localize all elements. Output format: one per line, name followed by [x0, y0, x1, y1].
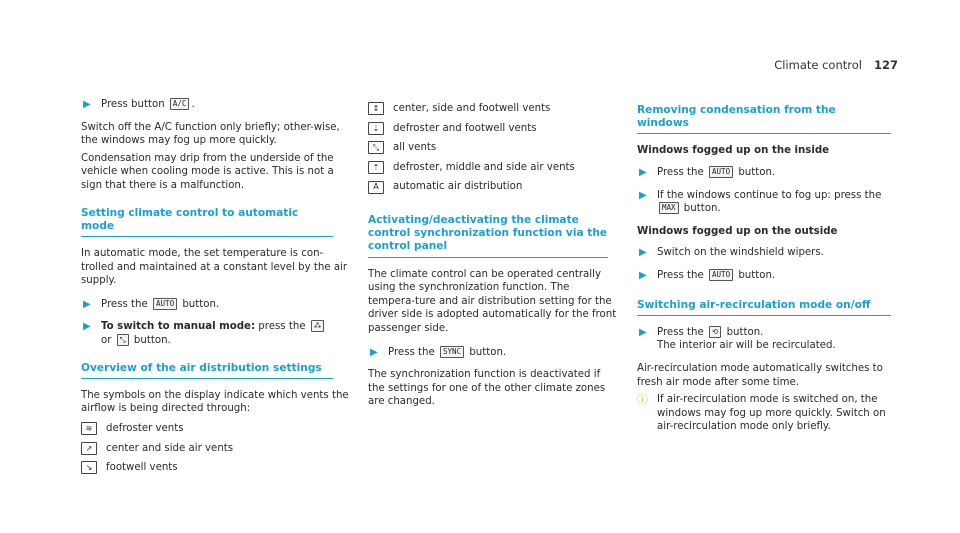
step-auto: ▶ Press the AUTO button.: [83, 298, 220, 310]
vent-footwell: ↘ footwell vents: [81, 461, 351, 475]
arrow-icon: ▶: [370, 346, 378, 358]
info-icon: ⓘ: [637, 393, 648, 407]
heading-fogged-inside: Windows fogged up on the inside: [637, 145, 830, 157]
footwell-icon: ↘: [81, 461, 97, 474]
heading-remove-condensation: Removing condensation from the windows: [637, 104, 891, 134]
recirculation-button-icon: ⟲: [709, 326, 721, 338]
heading-synchronization: Activating/deactivating the climate control synchronization function via the control panel: [368, 214, 608, 258]
center-vent-icon: ↗: [81, 442, 97, 455]
sync-button-icon: SYNC: [440, 346, 464, 358]
sync-description: The climate control can be operated centrally using the synchronization function. The tempera-ture and air distribution setting for the driver side is adopted automatically for the front passenger side.: [368, 268, 617, 334]
step-inside-auto: ▶ Press the AUTO button.: [639, 167, 776, 178]
arrow-icon: ▶: [639, 247, 647, 259]
step-ac: ▶ Press button A/C .: [83, 99, 195, 110]
auto-button-icon: AUTO: [709, 269, 733, 281]
heading-automatic-mode: Setting climate control to automatic mode: [81, 207, 333, 237]
arrow-icon: ▶: [83, 321, 91, 333]
arrow-icon: ▶: [639, 167, 647, 178]
vent-defroster-middle: ⇡ defroster, middle and side air vents: [368, 161, 618, 175]
max-defrost-button-icon: MAX: [659, 202, 679, 214]
vent-center: ↗ center and side air vents: [81, 442, 351, 456]
column-middle: [368, 102, 618, 413]
vent-center-footwell: ↕ center, side and footwell vents: [368, 102, 618, 116]
step-recirculation: ▶ Press the ⟲ button. The interior air will be recirculated.: [639, 326, 836, 352]
step-outside-wipers: ▶ Switch on the windshield wipers.: [639, 247, 824, 259]
heading-fogged-outside: Windows fogged up on the outside: [637, 225, 838, 237]
ac-button-icon: A/C: [170, 98, 190, 110]
heading-air-distribution: Overview of the air distribution settings: [81, 362, 333, 379]
arrow-icon: ▶: [83, 99, 91, 110]
auto-distribution-icon: A: [368, 181, 384, 194]
defroster-footwell-icon: ⇣: [368, 122, 384, 135]
center-footwell-icon: ↕: [368, 102, 384, 115]
recirculation-note: Air-recirculation mode automatically switches to fresh air mode after some time.: [637, 362, 883, 388]
info-note: ⓘ If air-recirculation mode is switched on, the windows may fog up more quickly. Switch on air-recirculation mode only briefly.: [637, 393, 886, 433]
page-number: 127: [873, 58, 898, 72]
step-sync: ▶ Press the SYNC button.: [370, 346, 507, 358]
vent-auto: A automatic air distribution: [368, 180, 618, 194]
sync-deactivation-note: The synchronization function is deactivated if the settings for one of the other climate zones are changed.: [368, 369, 606, 408]
vent-all: ⤡ all vents: [368, 141, 618, 155]
page-header: [774, 58, 898, 72]
heading-recirculation: Switching air-recirculation mode on/off: [637, 299, 891, 316]
condensation-note: Condensation may drip from the underside of the vehicle when cooling mode is active. This is not a sign that there is a malfunction.: [81, 152, 334, 191]
overview-description: The symbols on the display indicate which vents the airflow is being directed through:: [81, 389, 349, 415]
vent-defroster-footwell: ⇣ defroster and footwell vents: [368, 122, 618, 136]
all-vents-icon: ⤡: [368, 141, 384, 154]
arrow-icon: ▶: [639, 269, 647, 281]
column-left: [81, 98, 351, 481]
auto-button-icon: AUTO: [153, 298, 177, 310]
step-inside-max: ▶ If the windows continue to fog up: press the MAX button.: [639, 189, 882, 215]
step-manual: ▶ To switch to manual mode: press the ⁂ or ⤡ button.: [81, 320, 351, 347]
auto-description: In automatic mode, the set temperature is con-trolled and maintained at a constant level by the air supply.: [81, 247, 348, 287]
defroster-icon: ≋: [81, 422, 97, 435]
step-outside-auto: ▶ Press the AUTO button.: [639, 269, 776, 281]
arrow-icon: ▶: [639, 189, 647, 201]
auto-button-icon: AUTO: [709, 166, 733, 178]
ac-note: Switch off the A/C function only briefly; other-wise, the windows may fog up more quickly.: [81, 121, 340, 147]
vent-defroster: ≋ defroster vents: [81, 422, 351, 436]
column-right: [637, 104, 892, 434]
arrow-icon: ▶: [639, 326, 647, 338]
defroster-middle-icon: ⇡: [368, 161, 384, 174]
all-vents-button-icon: ⤡: [117, 334, 129, 346]
section-title: Climate control: [774, 58, 862, 72]
arrow-icon: ▶: [83, 298, 91, 310]
fan-button-icon: ⁂: [311, 320, 325, 332]
